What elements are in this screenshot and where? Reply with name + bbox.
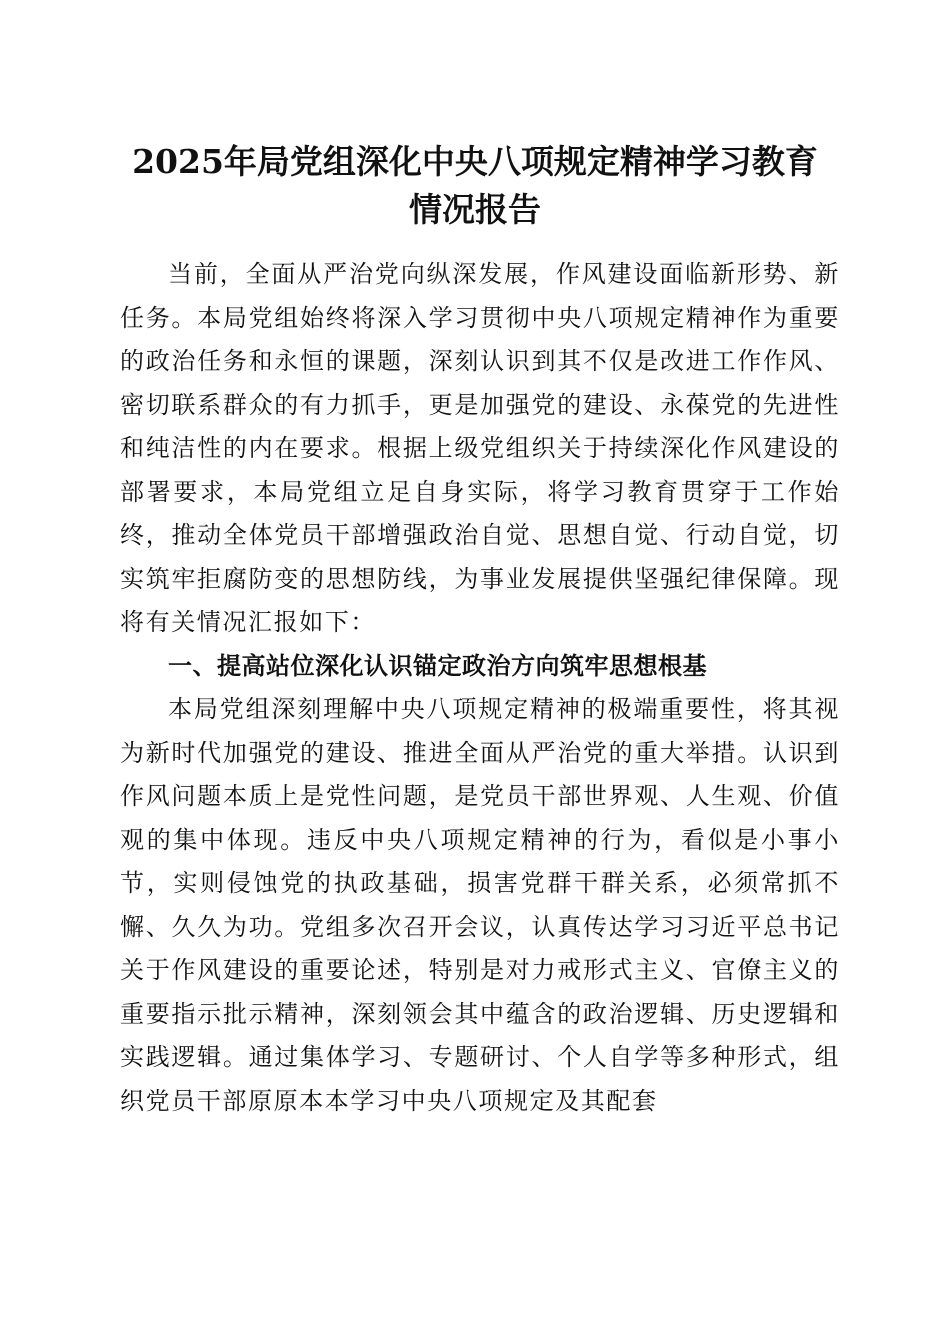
section-heading-1: 一、提高站位深化认识锚定政治方向筑牢思想根基 xyxy=(168,651,707,680)
section-1-paragraph: 本局党组深刻理解中央八项规定精神的极端重要性，将其视为新时代加强党的建设、推进全面从严治党的重大举措。认识到作风问题本质上是党性问题，是党员干部世界观、人生观、价值观的集中体现。违反中央八项规定精神的行为，看似是小事小节，实则侵蚀党的执政基础，损害党群干群关系，必须常抓不懈、久久为功。党组多次召开会议，认真传达学习习近平总书记关于作风建设的重要论述，特别是对力戒形式主义、官僚主义的重要指示批示精神，深刻领会其中蕴含的政治逻辑、历史逻辑和实践逻辑。通过集体学习、专题研讨、个人自学等多种形式，组织党员干部原原本本学习中央八项规定及其配套 xyxy=(120,695,840,1115)
document-body xyxy=(120,253,840,1123)
intro-paragraph: 当前，全面从严治党向纵深发展，作风建设面临新形势、新任务。本局党组始终将深入学习贯彻中央八项规定精神作为重要的政治任务和永恒的课题，深刻认识到其不仅是改进工作作风、密切联系群众的有力抓手，更是加强党的建设、永葆党的先进性和纯洁性的内在要求。根据上级党组织关于持续深化作风建设的部署要求，本局党组立足自身实际，将学习教育贯穿于工作始终，推动全体党员干部增强政治自觉、思想自觉、行动自觉，切实筑牢拒腐防变的思想防线，为事业发展提供坚强纪律保障。现将有关情况汇报如下： xyxy=(120,260,840,636)
document-title: 2025年局党组深化中央八项规定精神学习教育情况报告 xyxy=(132,142,818,229)
